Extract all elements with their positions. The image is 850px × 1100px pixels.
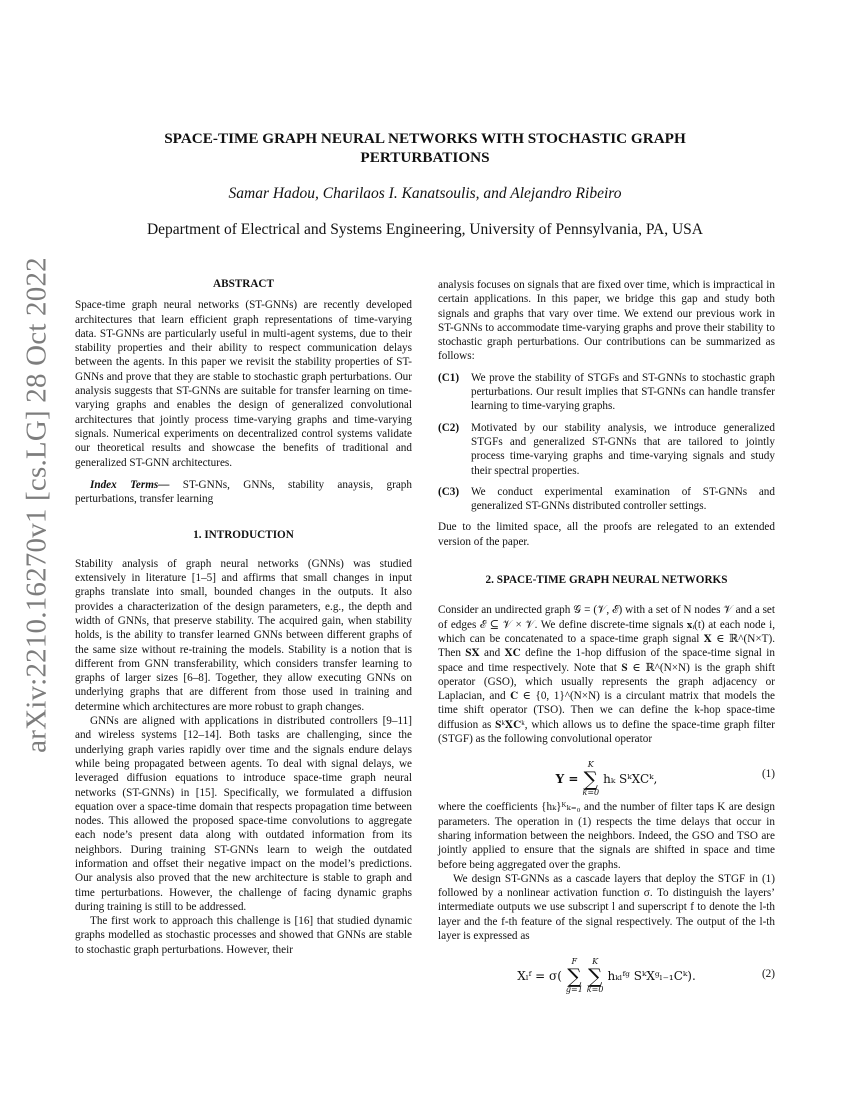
intro-paragraph-2: GNNs are aligned with applications in distributed controllers [9–11] and wireless systems [12–14]. Both tasks are challenging, since the underlying graph varies rapidly over time and the signals endure delays while being propagated between agents. To deal with signal delays, we leveraged diffusion equations to introduce space-time graph neural networks (ST-GNNs) in [15]. Specifically, we formulated a diffusion equation over a space-time domain that respects propagation time between nodes. This allowed the proposed space-time convolutions to aggregate each node’s present data along with outdated information from its neighbors. During training ST-GNNs learn to weigh the outdated information and offset their negative impact on the model’s predictions. Our analysis also proved that the new architecture is stable to graph and time perturbations. However, the challenge of facing dynamic graphs during training is still to be addressed. (75, 715, 412, 913)
eq1-number: (1) (761, 768, 775, 781)
section2-paragraph-1: Consider an undirected graph 𝒢 = (𝒱, ℰ) with a set of N nodes 𝒱 and a set of edges ℰ ⊆ 𝒱 × 𝒱. We define discrete-time signals 𝐱ᵢ(t) at each node i, which can be concatenated to a space-time graph signal 𝐗 ∈ ℝ^(N×T). Then 𝐒𝐗 and 𝐗𝐂 define the 1-hop diffusion of the space-time signal in space and time respectively. Note that 𝐒 ∈ ℝ^(N×N) is the graph shift operator (GSO), which usually represents the graph adjacency or Laplacian, and 𝐂 ∈ {0, 1}^(N×N) is a circulant matrix that models the time shift operator (TSO). Then we can define the k-hop space-time diffusion as 𝐒ᵏ𝐗𝐂ᵏ, which allows us to define the space-time graph filter (STGF) as the following convolutional operator (438, 604, 775, 746)
intro-paragraph-1: Stability analysis of graph neural networks (GNNs) was studied extensively in literature [1–5] and affirms that small changes in input graphs translate into small, bounded changes in the outputs. It also provides a characterization of the design parameters, e.g., the depth and width of GNNs, that preserve stability. The acquired gain, when stability holds, is the ability to transfer learned GNNs between different graphs of the same size without re-training the models. Stability is a notion that is different from GNN transferability, which considers transfer learning to graphs of larger sizes [6–8]. Together, they allow executing GNNs on underlying graphs that are different from those used in training and determine which architectures are more robust to graph changes. (75, 557, 412, 713)
index-terms-label: Index Terms— (90, 478, 170, 491)
contribution-item (438, 485, 775, 514)
eq2-sum-outer: F ∑ g=1 (565, 957, 583, 995)
section2-paragraph-2: where the coefficients {hₖ}ᴷₖ₌₀ and the number of filter taps K are design parameters. The operation in (1) respects the time delays that occur in sharing information between the neighbors. Indeed, the GSO and TSO are jointly applied to ensure that the signals are shifted in space and time before being aggregated over the graphs. (438, 801, 775, 871)
eq2-sum1-top: F (571, 957, 578, 967)
eq2-sum1-bot: g=1 (565, 985, 583, 995)
section2-heading: 2. SPACE-TIME GRAPH NEURAL NETWORKS (485, 574, 728, 587)
section2-paragraph-3: We design ST-GNNs as a cascade layers that deploy the STGF in (1) followed by a nonlinear activation function σ. To distinguish the layers’ intermediate outputs we use subscript l and superscript f to denote the l-th layer and the f-th feature of the signal respectively. The output of the l-th layer is expressed as (438, 872, 775, 942)
contribution-text: We conduct experimental examination of ST-GNNs and generalized ST-GNNs distributed controller settings. (471, 485, 775, 513)
contribution-item (438, 371, 775, 414)
title-line-2: PERTURBATIONS (360, 149, 490, 166)
contribution-item (438, 421, 775, 478)
equation-2 (438, 953, 775, 995)
eq2-rhs: hₖₗᶠᵍ SᵏXᵍₗ₋₁Cᵏ). (607, 969, 696, 984)
contribution-tag: (C2) (438, 421, 460, 434)
equation-1 (438, 754, 775, 798)
paper-title (100, 129, 750, 167)
arxiv-id: arXiv:2210.16270v1 [cs.LG] 28 Oct 2022 (20, 257, 52, 753)
eq2-lhs: Xₗᶠ = σ( (517, 969, 562, 984)
contribution-text: Motivated by our stability analysis, we introduce generalized STGFs and generalized ST-GNNs that are tailored to jointly process time-varying graphs and time-varying signals and study their spectral properties. (471, 421, 775, 477)
left-column (75, 277, 412, 957)
eq2-number: (2) (761, 968, 775, 981)
eq1-lhs: Y = (555, 772, 579, 787)
eq2-sum2-bot: k=0 (586, 985, 604, 995)
eq1-rhs: hₖ SᵏXCᵏ, (603, 772, 658, 787)
affiliation: Department of Electrical and Systems Engineering, University of Pennsylvania, PA, USA (146, 221, 704, 238)
intro-paragraph-4: analysis focuses on signals that are fixed over time, which is impractical in certain applications. In this paper, we bridge this gap and study both signals and graphs that vary over time. We extend our previous work in ST-GNNs to accommodate time-varying graphs and prove their stability to stochastic graph perturbations. Our contributions can be summarized as follows: (438, 279, 775, 363)
eq1-sum-bot: k=0 (582, 788, 600, 798)
title-line-1: SPACE-TIME GRAPH NEURAL NETWORKS WITH STOCHASTIC GRAPH (164, 130, 686, 147)
index-terms (75, 478, 412, 507)
intro-paragraph-5: Due to the limited space, all the proofs are relegated to an extended version of the paper. (438, 521, 775, 548)
eq2-sum2-top: K (592, 957, 599, 967)
eq1-sum: K ∑ k=0 (582, 760, 600, 798)
contribution-tag: (C3) (438, 485, 460, 498)
contribution-tag: (C1) (438, 371, 460, 384)
right-column (438, 278, 775, 995)
intro-paragraph-3: The first work to approach this challenge is [16] that studied dynamic graphs modelled as stochastic processes and showed that GNNs are stable to stochastic graph perturbations. However, their (75, 915, 412, 956)
intro-heading: 1. INTRODUCTION (193, 529, 294, 542)
abstract-text: Space-time graph neural networks (ST-GNNs) are recently developed architectures that learn efficient graph representations of time-varying data. ST-GNNs are particularly useful in multi-agent systems, due to their stability properties and their ability to respect communication delays between the agents. In this paper we revisit the stability properties of ST-GNNs and prove that they are stable to stochastic graph perturbations. Our analysis suggests that ST-GNNs are suitable for transfer learning on time-varying graphs and enables the design of generalized convolutional architectures that jointly process time-varying graphs and time-varying signals. Numerical experiments on decentralized control systems validate our theoretical results and showcase the benefits of traditional and generalized ST-GNN architectures. (75, 299, 412, 469)
abstract-heading: ABSTRACT (213, 278, 274, 290)
index-terms-text: ST-GNNs, GNNs, stability anaysis, graph perturbations, transfer learning (75, 478, 412, 506)
authors: Samar Hadou, Charilaos I. Kanatsoulis, and Alejandro Ribeiro (228, 185, 622, 202)
arxiv-watermark (14, 257, 59, 753)
eq1-sum-top: K (587, 760, 594, 770)
eq2-sum-inner: K ∑ k=0 (586, 957, 604, 995)
contribution-text: We prove the stability of STGFs and ST-GNNs to stochastic graph perturbations. Our result implies that ST-GNNs can handle transfer learning to time-varying graphs. (471, 371, 775, 413)
